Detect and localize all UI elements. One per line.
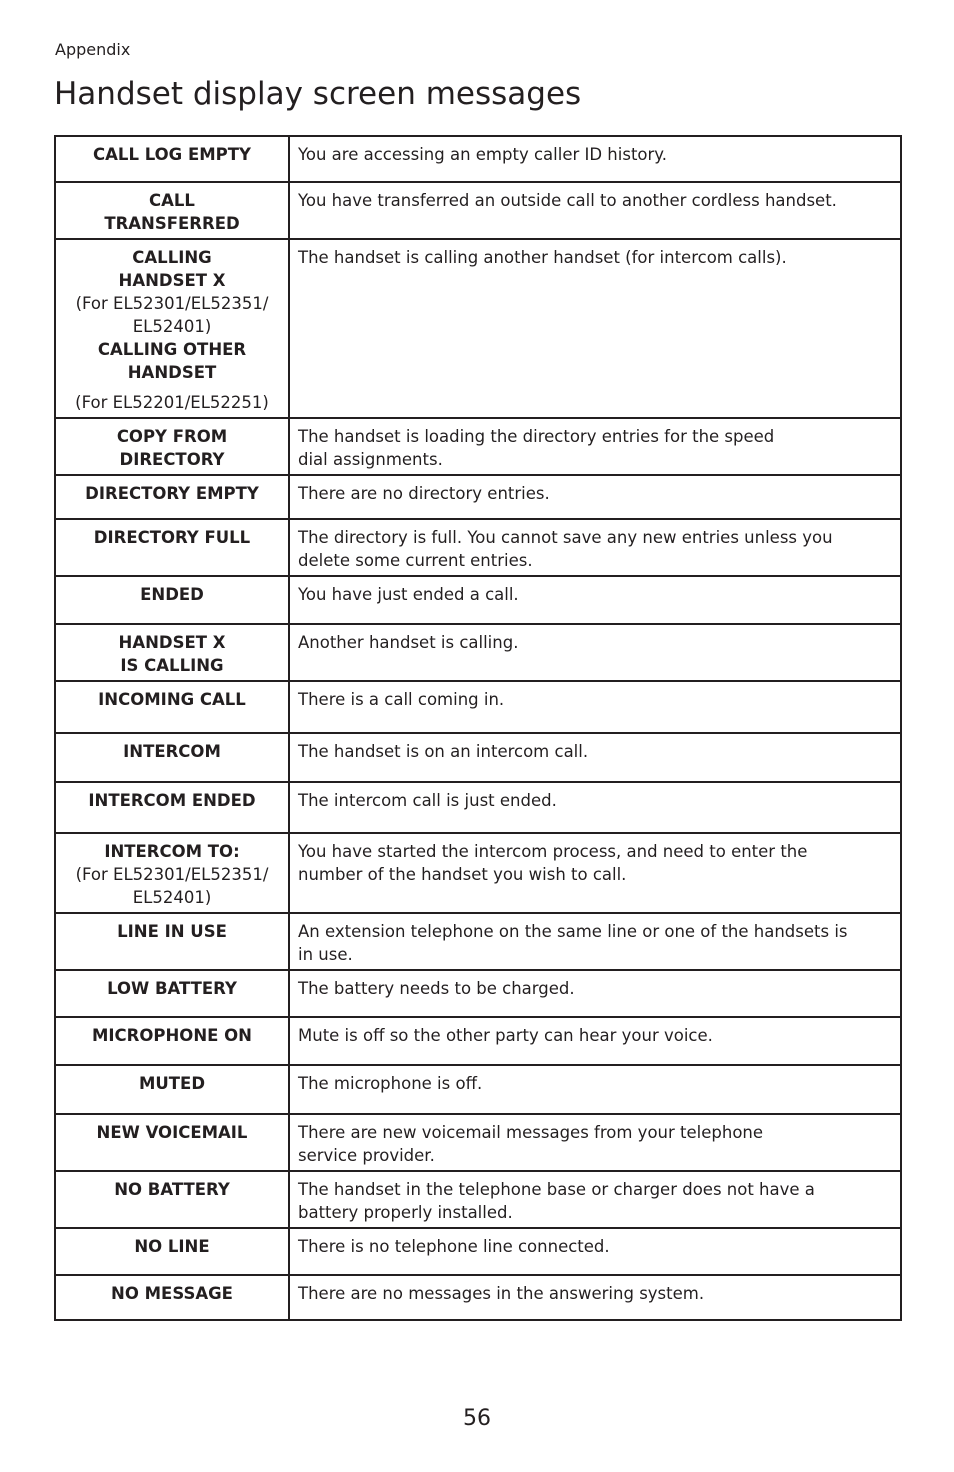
message-description: You have started the intercom process, and need to enter the — [298, 842, 808, 861]
message-term: MICROPHONE ON — [92, 1026, 252, 1045]
table-row — [55, 576, 901, 624]
message-term: LOW BATTERY — [107, 979, 237, 998]
message-description: The handset is calling another handset (for intercom calls). — [298, 248, 787, 267]
table-row — [55, 624, 901, 681]
table-row — [55, 782, 901, 833]
message-term-cell — [55, 136, 289, 182]
message-term-cell — [55, 1017, 289, 1065]
table-row — [55, 1228, 901, 1275]
message-term-cell — [55, 1114, 289, 1171]
table-row — [55, 475, 901, 519]
message-term: TRANSFERRED — [104, 214, 240, 233]
page-title: Handset display screen messages — [54, 76, 582, 112]
message-description-cell — [289, 1065, 901, 1114]
message-term: CALLING — [132, 248, 212, 267]
message-term-cell — [55, 624, 289, 681]
table-row — [55, 239, 901, 418]
message-description-cell — [289, 1228, 901, 1275]
message-term: DIRECTORY EMPTY — [85, 484, 259, 503]
message-description-cell — [289, 733, 901, 782]
table-row — [55, 1114, 901, 1171]
message-description: There is no telephone line connected. — [298, 1237, 610, 1256]
message-term: NO BATTERY — [114, 1180, 230, 1199]
message-description: The handset is loading the directory entries for the speed — [298, 427, 775, 446]
model-note: (For EL52301/EL52351/ — [75, 294, 269, 313]
message-description: Another handset is calling. — [298, 633, 519, 652]
message-term: CALL LOG EMPTY — [93, 145, 251, 164]
model-note: EL52401) — [132, 888, 212, 907]
message-term: MUTED — [138, 1074, 206, 1093]
message-description-cell — [289, 136, 901, 182]
message-description-cell — [289, 833, 901, 913]
message-term: ENDED — [140, 585, 204, 604]
message-term: INTERCOM — [123, 742, 221, 761]
message-description-cell — [289, 913, 901, 970]
message-description: service provider. — [298, 1146, 435, 1165]
message-term-cell — [55, 1275, 289, 1320]
message-description: The battery needs to be charged. — [298, 979, 575, 998]
message-description: number of the handset you wish to call. — [298, 865, 627, 884]
message-term-cell — [55, 1228, 289, 1275]
message-description: dial assignments. — [298, 450, 443, 469]
message-description: There are no directory entries. — [298, 484, 550, 503]
message-term: CALL — [149, 191, 195, 210]
message-description-cell — [289, 1017, 901, 1065]
message-description: The handset is on an intercom call. — [298, 742, 589, 761]
message-term: HANDSET X — [118, 271, 226, 290]
table-row — [55, 1171, 901, 1228]
table-row — [55, 833, 901, 913]
table-row — [55, 136, 901, 182]
message-description: There is a call coming in. — [298, 690, 505, 709]
message-term: CALLING OTHER — [97, 340, 247, 359]
message-description: The handset in the telephone base or charger does not have a — [298, 1180, 815, 1199]
message-term: COPY FROM — [116, 427, 228, 446]
section-label: Appendix — [55, 40, 131, 59]
message-term-cell — [55, 418, 289, 475]
message-term: NO LINE — [134, 1237, 210, 1256]
message-description-cell — [289, 475, 901, 519]
message-term: DIRECTORY FULL — [93, 528, 251, 547]
message-description-cell — [289, 576, 901, 624]
message-description-cell — [289, 624, 901, 681]
page-number: 56 — [463, 1406, 491, 1431]
message-term-cell — [55, 519, 289, 576]
message-term-cell — [55, 182, 289, 239]
message-description-cell — [289, 182, 901, 239]
message-description-cell — [289, 1171, 901, 1228]
message-term: IS CALLING — [120, 656, 224, 675]
message-term: HANDSET X — [118, 633, 226, 652]
message-term-cell — [55, 1171, 289, 1228]
message-term-cell — [55, 782, 289, 833]
table-row — [55, 1065, 901, 1114]
message-term-cell — [55, 1065, 289, 1114]
message-term-cell — [55, 576, 289, 624]
message-term: NEW VOICEMAIL — [96, 1123, 248, 1142]
messages-table-body — [55, 136, 901, 1320]
message-description-cell — [289, 1275, 901, 1320]
table-row — [55, 1017, 901, 1065]
message-term: LINE IN USE — [117, 922, 227, 941]
message-description: You are accessing an empty caller ID history. — [298, 145, 667, 164]
message-description: delete some current entries. — [298, 551, 533, 570]
table-row — [55, 913, 901, 970]
message-description-cell — [289, 970, 901, 1017]
table-row — [55, 519, 901, 576]
table-row — [55, 733, 901, 782]
message-term: INTERCOM ENDED — [88, 791, 256, 810]
message-description: There are new voicemail messages from your telephone — [298, 1123, 764, 1142]
message-description: The microphone is off. — [298, 1074, 483, 1093]
table-row — [55, 182, 901, 239]
message-description: Mute is off so the other party can hear your voice. — [298, 1026, 713, 1045]
message-term-cell — [55, 239, 289, 418]
message-description-cell — [289, 519, 901, 576]
message-term-cell — [55, 733, 289, 782]
model-note: (For EL52301/EL52351/ — [75, 865, 269, 884]
message-description: There are no messages in the answering system. — [298, 1284, 705, 1303]
message-description-cell — [289, 782, 901, 833]
message-description-cell — [289, 418, 901, 475]
message-description: You have transferred an outside call to another cordless handset. — [298, 191, 837, 210]
table-row — [55, 1275, 901, 1320]
message-term: DIRECTORY — [119, 450, 225, 469]
message-term-cell — [55, 681, 289, 733]
message-term: HANDSET — [127, 363, 217, 382]
message-term: INCOMING CALL — [98, 690, 246, 709]
message-term-cell — [55, 913, 289, 970]
message-description-cell — [289, 239, 901, 418]
message-term: INTERCOM TO: — [104, 842, 240, 861]
model-note: (For EL52201/EL52251) — [75, 393, 269, 412]
message-description: in use. — [298, 945, 353, 964]
table-row — [55, 418, 901, 475]
table-row — [55, 970, 901, 1017]
message-term: NO MESSAGE — [111, 1284, 233, 1303]
message-term-cell — [55, 970, 289, 1017]
message-description: The directory is full. You cannot save any new entries unless you — [298, 528, 833, 547]
message-description-cell — [289, 681, 901, 733]
table-row — [55, 681, 901, 733]
message-description: battery properly installed. — [298, 1203, 513, 1222]
message-description: You have just ended a call. — [298, 585, 519, 604]
message-description: The intercom call is just ended. — [298, 791, 557, 810]
model-note: EL52401) — [132, 317, 212, 336]
message-term-cell — [55, 833, 289, 913]
message-term-cell — [55, 475, 289, 519]
message-description-cell — [289, 1114, 901, 1171]
messages-table — [54, 135, 902, 1321]
message-description: An extension telephone on the same line or one of the handsets is — [298, 922, 848, 941]
